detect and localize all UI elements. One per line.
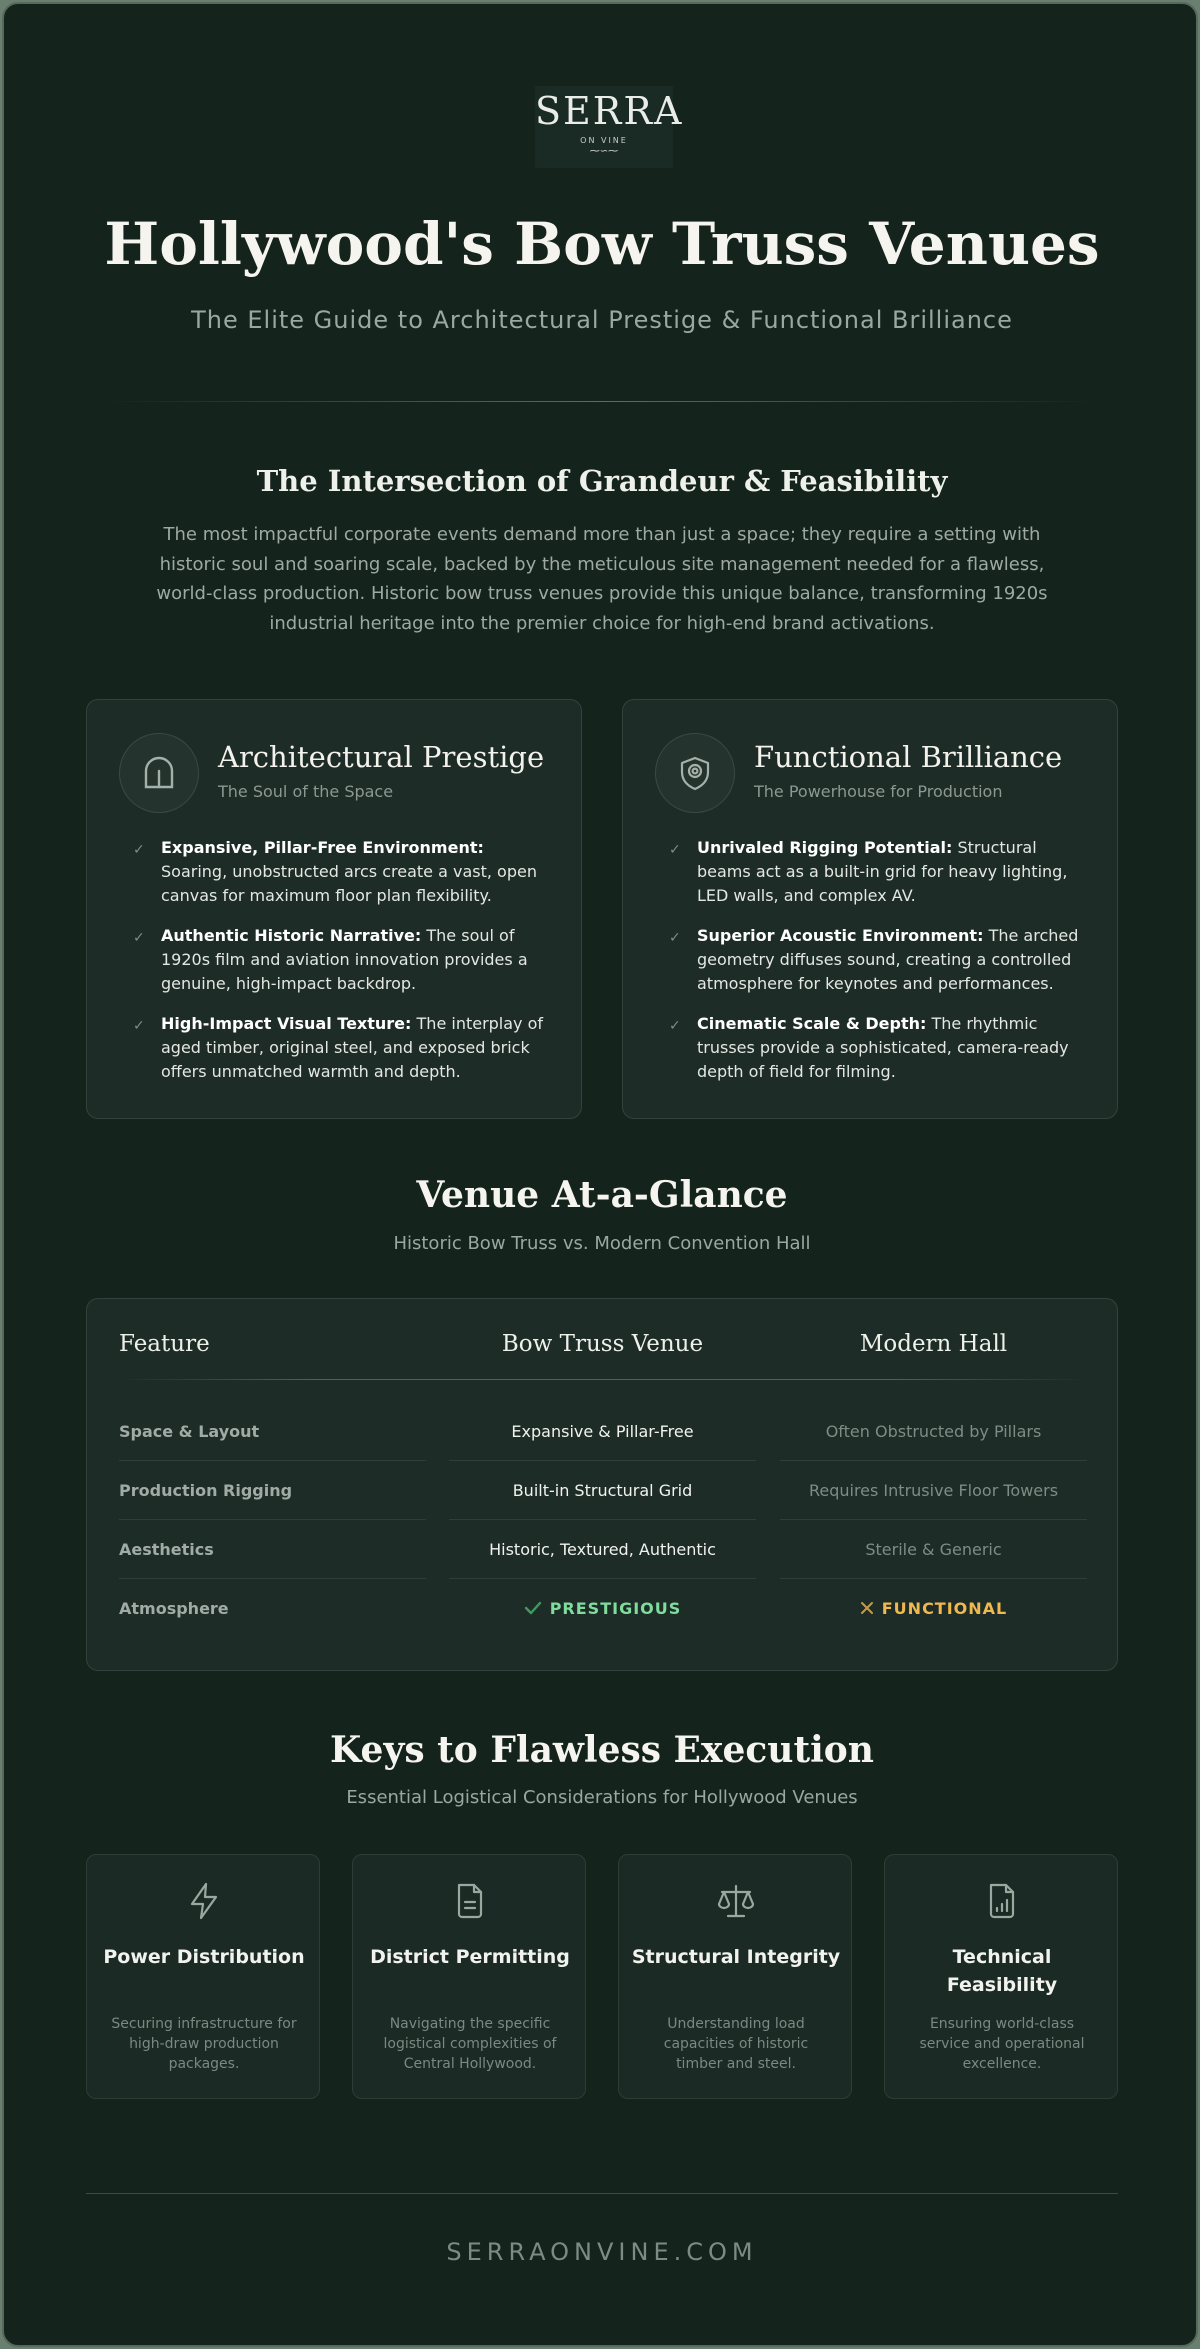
- check-icon: ✓: [133, 930, 145, 946]
- cell-bow: Built-in Structural Grid: [449, 1461, 756, 1520]
- key-title: Structural Integrity: [631, 1946, 841, 1968]
- shield-icon: [655, 733, 735, 813]
- header-feature: Feature: [119, 1331, 210, 1357]
- cell-bow: Historic, Textured, Authentic: [449, 1520, 756, 1579]
- logo-word: SERRA: [535, 89, 684, 133]
- cell-modern: Sterile & Generic: [780, 1520, 1087, 1579]
- cell-bow: [449, 1579, 756, 1638]
- check-icon: ✓: [133, 1018, 145, 1034]
- scales-icon: [716, 1881, 756, 1921]
- intro-title: The Intersection of Grandeur & Feasibility: [256, 464, 948, 498]
- page-subtitle: The Elite Guide to Architectural Prestige & Functional Brilliance: [191, 306, 1013, 334]
- checkmark-icon: [524, 1580, 542, 1639]
- key-desc: Ensuring world-class service and operational excellence.: [919, 2016, 1085, 2072]
- check-icon: ✓: [669, 1018, 681, 1034]
- key-card-permitting: [352, 1854, 586, 2099]
- logo-sub: ON VINE: [580, 136, 628, 145]
- check-icon: ✓: [669, 842, 681, 858]
- lightning-icon: [184, 1881, 224, 1921]
- header-divider: [119, 1379, 1087, 1380]
- list-item: ✓ Authentic Historic Narrative: The soul of 1920s film and aviation innovation provides a genuine, high-impact backdrop.: [133, 926, 528, 993]
- cell-feature: Atmosphere: [119, 1599, 229, 1618]
- intro-body: The most impactful corporate events demand more than just a space; they require a setting with historic soul and soaring scale, backed by the meticulous site management needed for a flawless, world-class production. Historic bow truss venues provide this unique balance, transforming 1920s industrial heritage into the premier choice for high-end brand activations.: [156, 524, 1048, 634]
- keys-subtitle: Essential Logistical Considerations for Hollywood Venues: [346, 1787, 858, 1808]
- key-desc: Understanding load capacities of historic timber and steel.: [663, 2016, 809, 2072]
- cross-icon: [860, 1580, 874, 1639]
- cell-modern: [780, 1579, 1087, 1638]
- table-row: [87, 1402, 1119, 1461]
- functional-badge: FUNCTIONAL: [881, 1599, 1008, 1618]
- cell-feature: Production Rigging: [119, 1461, 426, 1520]
- glance-title: Venue At-a-Glance: [416, 1174, 788, 1216]
- chart-file-icon: [982, 1881, 1022, 1921]
- table-row: [87, 1461, 1119, 1520]
- feature-list: [131, 836, 551, 1100]
- key-title: Power Distribution: [103, 1946, 305, 1968]
- key-desc: Navigating the specific logistical complexities of Central Hollywood.: [383, 2016, 557, 2072]
- key-card-power: [86, 1854, 320, 2099]
- logo-mark: ⁓∽⁓: [589, 146, 619, 157]
- card-subtitle: The Powerhouse for Production: [754, 782, 1003, 801]
- cell-modern: Requires Intrusive Floor Towers: [780, 1461, 1087, 1520]
- card-title: Architectural Prestige: [218, 740, 545, 774]
- cell-modern: Often Obstructed by Pillars: [780, 1402, 1087, 1461]
- cell-feature: Space & Layout: [119, 1402, 426, 1461]
- key-card-structural: [618, 1854, 852, 2099]
- comparison-table: [86, 1298, 1118, 1671]
- check-icon: ✓: [133, 842, 145, 858]
- card-functional-brilliance: [622, 699, 1118, 1119]
- serra-logo: [535, 86, 684, 168]
- header-modern-hall: Modern Hall: [859, 1331, 1008, 1357]
- arch-icon: [119, 733, 199, 813]
- header-bow-truss: Bow Truss Venue: [501, 1331, 704, 1357]
- cell-bow: Expansive & Pillar-Free: [449, 1402, 756, 1461]
- prestigious-badge: PRESTIGIOUS: [549, 1599, 682, 1618]
- document-icon: [450, 1881, 490, 1921]
- table-row: [87, 1520, 1119, 1579]
- table-row: [87, 1579, 1119, 1638]
- list-item: ✓ Cinematic Scale & Depth: The rhythmic trusses provide a sophisticated, camera-ready depth of field for filming.: [669, 1014, 1069, 1081]
- cell-feature: Aesthetics: [119, 1520, 426, 1579]
- feature-list: [667, 836, 1087, 1100]
- footer-divider: [86, 2193, 1118, 2194]
- page-frame: [2, 2, 1198, 2347]
- list-item: ✓ Superior Acoustic Environment: The arched geometry diffuses sound, creating a controlled atmosphere for keynotes and performances.: [669, 926, 1079, 993]
- footer-site-link[interactable]: SERRAONVINE.COM: [446, 2238, 758, 2266]
- page-title: Hollywood's Bow Truss Venues: [104, 210, 1100, 278]
- key-card-technical: [884, 1854, 1118, 2099]
- keys-title: Keys to Flawless Execution: [330, 1729, 874, 1771]
- list-item: ✓ Unrivaled Rigging Potential: Structural beams act as a built-in grid for heavy lighting, LED walls, and complex AV.: [669, 838, 1068, 905]
- card-title: Functional Brilliance: [754, 740, 1063, 774]
- key-desc: Securing infrastructure for high-draw production packages.: [111, 2016, 297, 2072]
- check-icon: ✓: [669, 930, 681, 946]
- glance-subtitle: Historic Bow Truss vs. Modern Convention Hall: [393, 1233, 811, 1254]
- card-subtitle: The Soul of the Space: [218, 782, 394, 801]
- card-architectural-prestige: [86, 699, 582, 1119]
- list-item: ✓ Expansive, Pillar-Free Environment: Soaring, unobstructed arcs create a vast, open canvas for maximum floor plan flexibility.: [133, 838, 537, 905]
- key-title: Technical Feasibility: [946, 1946, 1058, 1996]
- list-item: ✓ High-Impact Visual Texture: The interplay of aged timber, original steel, and exposed brick offers unmatched warmth and depth.: [133, 1014, 544, 1081]
- divider: [104, 401, 1100, 402]
- key-title: District Permitting: [370, 1946, 570, 1968]
